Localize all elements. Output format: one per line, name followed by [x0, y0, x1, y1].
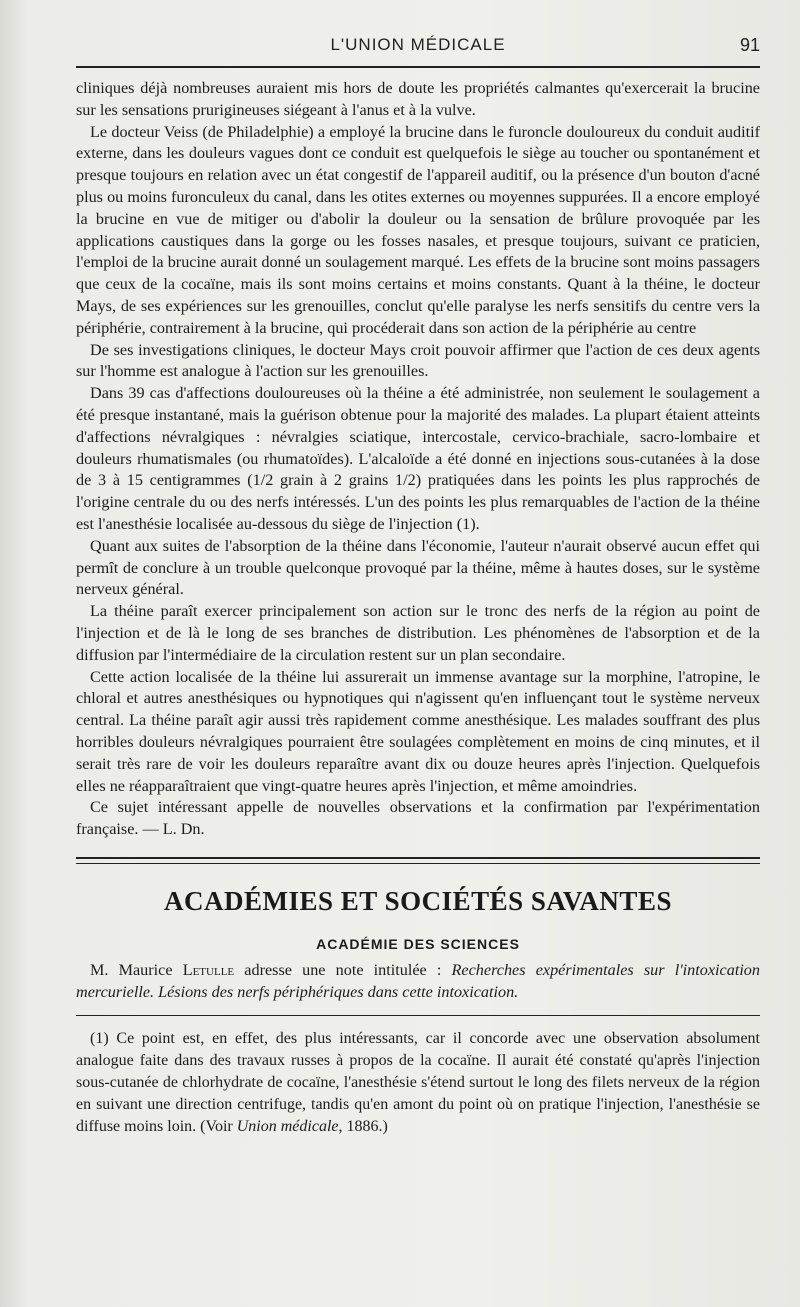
article-body [76, 78, 760, 841]
paragraph-3: De ses investigations cliniques, le docteur Mays croit pouvoir affirmer que l'action de ces deux agents sur l'homme est analogue à l'action sur les grenouilles. [76, 340, 760, 381]
notice-author: Letulle [182, 960, 235, 979]
footnote-rule [76, 1015, 760, 1016]
journal-title: L'UNION MÉDICALE [330, 35, 506, 54]
paragraph-8: Ce sujet intéressant appelle de nouvelles observations et la confirmation par l'expérimentation française. — L. Dn. [76, 798, 760, 839]
paragraph-2: Le docteur Veiss (de Philadelphie) a employé la brucine dans le furoncle douloureux du conduit auditif externe, dans les douleurs vagues dont ce conduit est quelquefois le siège au toucher ou spontanément et presque toujours en relation avec un état congestif de l'appareil auditif, ou la présence d'un bouton d'acné plus ou moins furonculeux du canal, dans les otites externes ou moyennes suppurées. Il a encore employé la brucine en vue de mitiger ou d'abolir la douleur ou la sensation de brûlure provoquée par les applications caustiques dans la gorge ou les fosses nasales, et presque toujours, suivant ce praticien, l'emploi de la brucine aurait donné un soulagement marqué. Les effets de la brucine sont moins passagers que ceux de la cocaïne, mais ils sont moins certains et moins constants. Quant à la théine, le docteur Mays, de ses expériences sur les grenouilles, conclut qu'elle paralyse les nerfs sensitifs du centre vers la périphérie, contrairement à la brucine, qui procéderait dans son action de la périphérie au centre [76, 122, 760, 337]
footnote-suffix: , 1886.) [338, 1117, 388, 1135]
section-subheading: ACADÉMIE DES SCIENCES [316, 935, 520, 952]
page-number: 91 [739, 35, 760, 55]
paragraph-6: La théine paraît exercer principalement son action sur le tronc des nerfs de la région au point de l'injection et de là le long de ses branches de distribution. Les phénomènes de l'absorption et de la diffusion par l'intermédiaire de la circulation restent sur un plan secondaire. [76, 602, 760, 664]
paragraph-4: Dans 39 cas d'affections douloureuses où la théine a été administrée, non seulement le soulagement a été presque instantané, mais la guérison obtenue pour la majorité des malades. La plupart étaient atteints d'affections névralgiques : névralgies sciatique, intercostale, cervico-brachiale, sacro-lombaire et douleurs rhumatismales (ou rhumatoïdes). L'alcaloïde a été donné en injections sous-cutanées à la dose de 3 à 15 centigrammes (1/2 grain à 2 grains 1/2) pratiquées dans les points les plus rapprochés de l'origine centrale du ou des nerfs intéressés. L'un des points les plus remarquables de l'action de la théine est l'anesthésie localisée au-dessous du siège de l'injection (1). [76, 384, 760, 533]
paragraph-7: Cette action localisée de la théine lui assurerait un immense avantage sur la morphine, l'atropine, le chloral et autres anesthésiques ou hypnotiques qui n'agissent qu'en influençant tout le système nerveux central. La théine paraît agir aussi très rapidement comme anesthésique. Les malades souffrant des plus horribles douleurs névralgiques pourraient être soulagées complètement en moins de cinq minutes, et il serait très rare de voir les douleurs reparaître avant dix ou douze heures après l'injection. Quelquefois elles ne réapparaîtraient que vingt-quatre heures après l'injection, et même amoindries. [76, 667, 760, 795]
section-heading: ACADÉMIES ET SOCIÉTÉS SAVANTES [164, 885, 672, 916]
footnote [76, 1028, 760, 1137]
notice-mid: adresse une note intitulée : [234, 960, 452, 979]
footnote-source: Union médicale [236, 1117, 339, 1135]
notice-title: Recherches expérimentales sur l'intoxication mercurielle. Lésions des nerfs périphériques dans cette intoxication. [76, 960, 760, 1001]
paragraph-5: Quant aux suites de l'absorption de la théine dans l'économie, l'auteur n'aurait observé aucun effet qui permît de conclure à un trouble quelconque provoqué par la théine, même à hautes doses, sur le système nerveux général. [76, 536, 760, 599]
paragraph-1: cliniques déjà nombreuses auraient mis hors de doute les propriétés calmantes qu'exercerait la brucine sur les sensations prurigineuses siégeant à l'anus et à la vulve. [76, 79, 760, 119]
academy-notice [76, 960, 760, 1004]
footnote-text: (1) Ce point est, en effet, des plus intéressants, car il concorde avec une observation absolument analogue faite dans des travaux russes à propos de la cocaïne. Il aurait été constaté qu'après l'injection sous-cutanée de chlorhydrate de cocaïne, l'anesthésie s'étend surtout le long des filets nerveux de la région en suivant une direction centrifuge, tandis qu'en amont du point où on pratique l'injection, l'anesthésie se diffuse moins loin. (Voir [76, 1030, 760, 1135]
section-divider [76, 857, 760, 864]
notice-prefix: M. Maurice [90, 960, 183, 979]
header-rule [76, 66, 760, 68]
running-head [76, 30, 760, 64]
